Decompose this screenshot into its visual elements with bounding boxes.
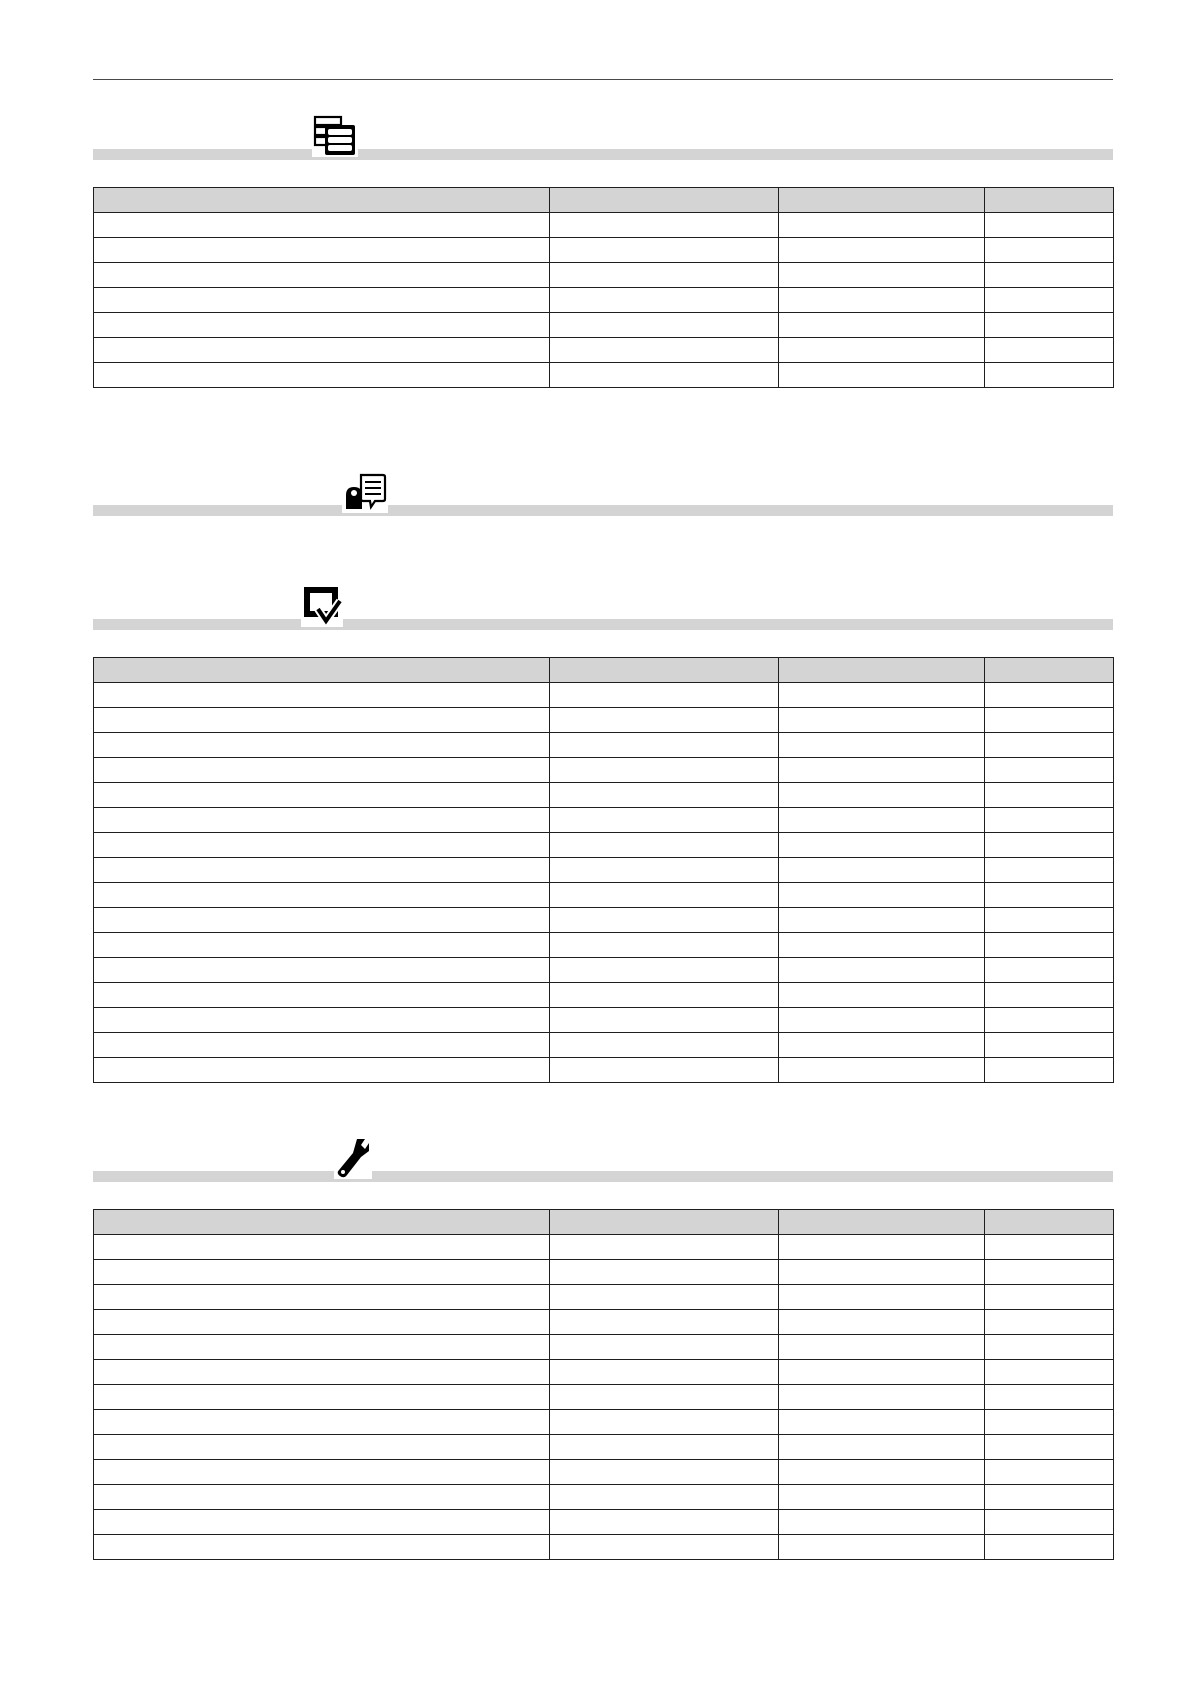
table-cell	[779, 1410, 985, 1435]
table-row	[94, 1310, 1114, 1335]
table-cell	[779, 1008, 985, 1033]
table-cell	[550, 1285, 779, 1310]
table-cell	[550, 1435, 779, 1460]
table-cell	[94, 1335, 550, 1360]
table-cell	[94, 288, 550, 313]
table-cell	[94, 1033, 550, 1058]
table-cell	[779, 288, 985, 313]
table-cell	[550, 833, 779, 858]
table-row	[94, 1285, 1114, 1310]
table-cell	[985, 833, 1114, 858]
table-row	[94, 783, 1114, 808]
section-bar	[93, 149, 1113, 160]
table-cell	[779, 1235, 985, 1260]
table-cell	[550, 363, 779, 388]
table-cell	[779, 263, 985, 288]
table-cell	[550, 908, 779, 933]
table-cell	[94, 1235, 550, 1260]
table-cell	[779, 683, 985, 708]
table-cell	[94, 338, 550, 363]
table-row	[94, 833, 1114, 858]
table-cell	[94, 263, 550, 288]
table-cell	[985, 1285, 1114, 1310]
table-cell	[550, 1385, 779, 1410]
table-cell	[985, 758, 1114, 783]
section-header	[93, 110, 1113, 160]
table-cell	[779, 958, 985, 983]
table-cell	[550, 313, 779, 338]
table-cell	[94, 1385, 550, 1410]
header-cell	[94, 188, 550, 213]
table-cell	[985, 933, 1114, 958]
table-cell	[550, 1260, 779, 1285]
menu-list-icon	[312, 115, 358, 157]
table-cell	[550, 213, 779, 238]
table-cell	[550, 1460, 779, 1485]
table-cell	[985, 363, 1114, 388]
table-cell	[550, 1485, 779, 1510]
table-row	[94, 933, 1114, 958]
table-cell	[779, 1535, 985, 1560]
table-cell	[94, 1485, 550, 1510]
table-cell	[94, 1410, 550, 1435]
message-person-icon	[342, 471, 388, 513]
table-cell	[94, 808, 550, 833]
table-row	[94, 1435, 1114, 1460]
menu-table	[93, 187, 1114, 388]
table-row	[94, 313, 1114, 338]
table-cell	[94, 1510, 550, 1535]
table-cell	[779, 833, 985, 858]
table-cell	[985, 1058, 1114, 1083]
table-cell	[550, 733, 779, 758]
table-cell	[779, 783, 985, 808]
table-row	[94, 683, 1114, 708]
table-cell	[779, 1360, 985, 1385]
section-display	[93, 580, 1113, 1083]
table-cell	[94, 858, 550, 883]
table-cell	[550, 708, 779, 733]
section-header	[93, 1132, 1113, 1182]
table-row	[94, 908, 1114, 933]
section-bar	[93, 1171, 1113, 1182]
table-row	[94, 1485, 1114, 1510]
table-cell	[985, 1385, 1114, 1410]
table-cell	[550, 1410, 779, 1435]
table-cell	[985, 263, 1114, 288]
table-cell	[985, 1335, 1114, 1360]
table-cell	[550, 263, 779, 288]
table-cell	[94, 758, 550, 783]
table-cell	[985, 808, 1114, 833]
table-cell	[550, 933, 779, 958]
table-row	[94, 1385, 1114, 1410]
table-cell	[985, 1008, 1114, 1033]
table-row	[94, 1410, 1114, 1435]
table-cell	[94, 733, 550, 758]
table-cell	[985, 908, 1114, 933]
table-cell	[94, 1310, 550, 1335]
table-cell	[94, 958, 550, 983]
table-cell	[779, 908, 985, 933]
table-row	[94, 858, 1114, 883]
table-cell	[779, 213, 985, 238]
header-cell	[779, 188, 985, 213]
table-cell	[550, 1235, 779, 1260]
table-cell	[94, 833, 550, 858]
table-cell	[985, 313, 1114, 338]
table-cell	[94, 1535, 550, 1560]
table-cell	[550, 338, 779, 363]
table-cell	[94, 1260, 550, 1285]
table-row	[94, 1360, 1114, 1385]
table-cell	[550, 783, 779, 808]
table-row	[94, 1535, 1114, 1560]
table-cell	[985, 1485, 1114, 1510]
header-cell	[779, 1210, 985, 1235]
table-cell	[550, 808, 779, 833]
table-cell	[550, 758, 779, 783]
table-cell	[94, 1008, 550, 1033]
table-cell	[94, 908, 550, 933]
table-cell	[550, 1008, 779, 1033]
table-cell	[94, 1460, 550, 1485]
section-bar	[93, 619, 1113, 630]
table-header-row	[94, 658, 1114, 683]
table-cell	[779, 363, 985, 388]
table-cell	[550, 1033, 779, 1058]
table-cell	[779, 708, 985, 733]
table-cell	[550, 1360, 779, 1385]
table-cell	[985, 1360, 1114, 1385]
table-header-row	[94, 1210, 1114, 1235]
header-cell	[550, 1210, 779, 1235]
table-cell	[94, 933, 550, 958]
table-row	[94, 1058, 1114, 1083]
header-cell	[985, 188, 1114, 213]
section-bar	[93, 505, 1113, 516]
table-cell	[779, 808, 985, 833]
section-header	[93, 466, 1113, 516]
header-cell	[550, 658, 779, 683]
table-cell	[985, 1260, 1114, 1285]
table-cell	[779, 1335, 985, 1360]
table-row	[94, 1510, 1114, 1535]
table-row	[94, 808, 1114, 833]
table-row	[94, 288, 1114, 313]
table-cell	[94, 1435, 550, 1460]
top-rule	[93, 79, 1113, 80]
table-cell	[779, 983, 985, 1008]
table-cell	[779, 858, 985, 883]
table-cell	[94, 363, 550, 388]
section-message	[93, 466, 1113, 516]
header-cell	[550, 188, 779, 213]
table-cell	[985, 708, 1114, 733]
header-cell	[985, 658, 1114, 683]
header-cell	[779, 658, 985, 683]
table-row	[94, 733, 1114, 758]
table-row	[94, 1033, 1114, 1058]
table-cell	[550, 1510, 779, 1535]
table-cell	[94, 683, 550, 708]
table-cell	[550, 858, 779, 883]
table-cell	[550, 1535, 779, 1560]
table-cell	[779, 238, 985, 263]
table-cell	[779, 883, 985, 908]
table-cell	[94, 313, 550, 338]
table-row	[94, 1008, 1114, 1033]
table-cell	[550, 1335, 779, 1360]
table-cell	[985, 1535, 1114, 1560]
table-cell	[779, 758, 985, 783]
table-cell	[779, 1460, 985, 1485]
display-check-icon	[301, 585, 343, 627]
header-cell	[94, 658, 550, 683]
table-row	[94, 1335, 1114, 1360]
table-cell	[550, 1058, 779, 1083]
table-cell	[550, 958, 779, 983]
table-cell	[779, 1310, 985, 1335]
table-cell	[779, 313, 985, 338]
table-cell	[985, 983, 1114, 1008]
table-cell	[94, 1058, 550, 1083]
table-cell	[550, 1310, 779, 1335]
maintenance-table	[93, 1209, 1114, 1560]
table-cell	[985, 1235, 1114, 1260]
table-cell	[94, 1285, 550, 1310]
table-cell	[985, 288, 1114, 313]
table-row	[94, 983, 1114, 1008]
table-cell	[550, 883, 779, 908]
table-cell	[550, 983, 779, 1008]
section-menu	[93, 110, 1113, 388]
table-cell	[985, 238, 1114, 263]
table-cell	[985, 1435, 1114, 1460]
table-row	[94, 758, 1114, 783]
table-cell	[779, 1285, 985, 1310]
table-cell	[985, 683, 1114, 708]
table-cell	[94, 708, 550, 733]
table-cell	[779, 1385, 985, 1410]
table-cell	[94, 883, 550, 908]
table-cell	[779, 1058, 985, 1083]
table-cell	[779, 1510, 985, 1535]
table-cell	[779, 733, 985, 758]
table-cell	[985, 733, 1114, 758]
table-cell	[779, 1033, 985, 1058]
table-cell	[779, 338, 985, 363]
table-cell	[985, 783, 1114, 808]
table-cell	[985, 958, 1114, 983]
table-cell	[985, 338, 1114, 363]
table-cell	[779, 1435, 985, 1460]
table-row	[94, 1460, 1114, 1485]
display-table	[93, 657, 1114, 1083]
table-cell	[985, 1460, 1114, 1485]
table-cell	[94, 783, 550, 808]
table-cell	[94, 1360, 550, 1385]
table-cell	[94, 983, 550, 1008]
table-row	[94, 238, 1114, 263]
table-cell	[779, 933, 985, 958]
table-cell	[985, 1410, 1114, 1435]
table-cell	[985, 213, 1114, 238]
table-cell	[985, 1033, 1114, 1058]
table-row	[94, 958, 1114, 983]
table-row	[94, 363, 1114, 388]
section-header	[93, 580, 1113, 630]
table-header-row	[94, 188, 1114, 213]
table-cell	[94, 238, 550, 263]
table-cell	[550, 288, 779, 313]
table-cell	[779, 1485, 985, 1510]
table-cell	[985, 1510, 1114, 1535]
section-maintenance	[93, 1132, 1113, 1560]
table-cell	[550, 683, 779, 708]
table-row	[94, 1235, 1114, 1260]
header-cell	[94, 1210, 550, 1235]
table-row	[94, 1260, 1114, 1285]
table-row	[94, 263, 1114, 288]
table-row	[94, 708, 1114, 733]
table-cell	[94, 213, 550, 238]
header-cell	[985, 1210, 1114, 1235]
table-cell	[985, 1310, 1114, 1335]
table-row	[94, 338, 1114, 363]
table-row	[94, 883, 1114, 908]
table-cell	[779, 1260, 985, 1285]
table-row	[94, 213, 1114, 238]
wrench-icon	[334, 1137, 372, 1179]
table-cell	[985, 883, 1114, 908]
table-cell	[550, 238, 779, 263]
table-cell	[985, 858, 1114, 883]
